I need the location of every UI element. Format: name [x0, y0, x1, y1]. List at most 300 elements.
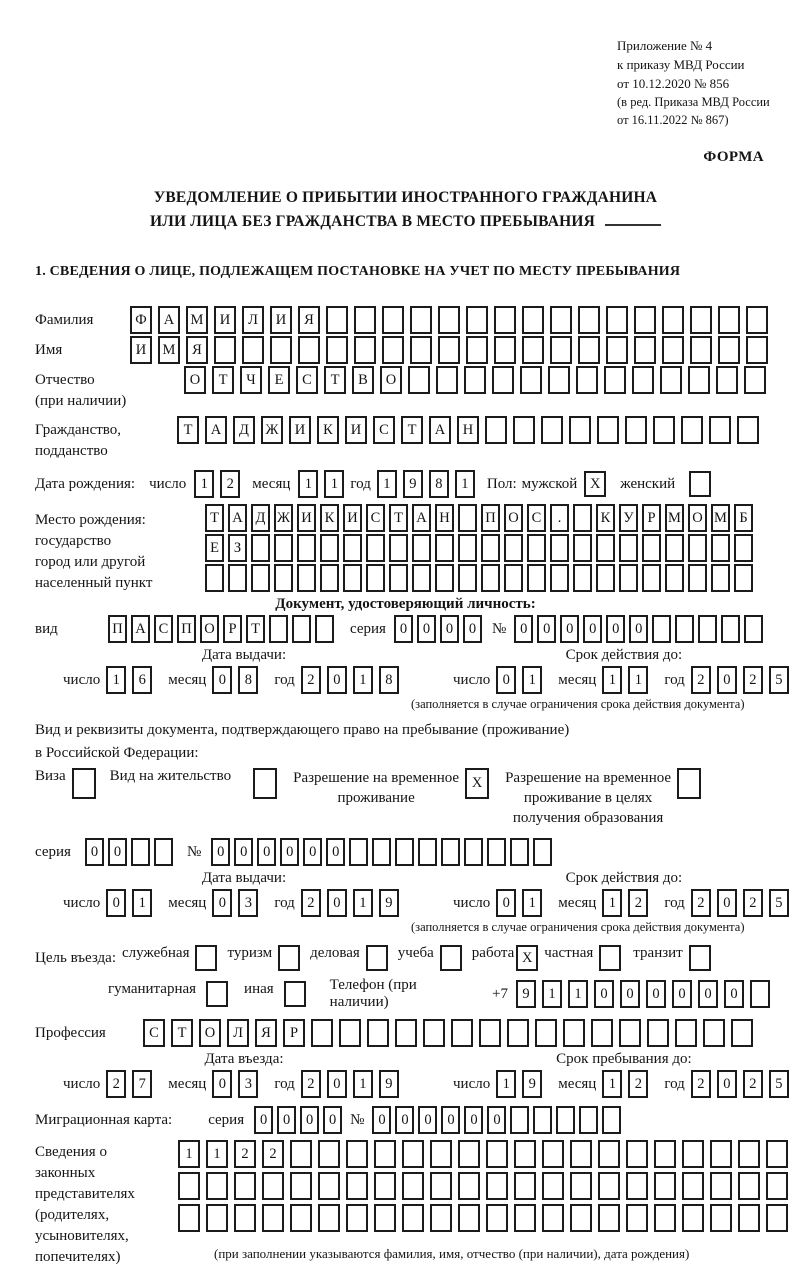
form-cell[interactable]: 1 — [602, 889, 622, 917]
form-cell[interactable]: А — [429, 416, 451, 444]
form-cell[interactable] — [395, 1019, 417, 1047]
form-cell[interactable]: 0 — [717, 889, 737, 917]
form-cell[interactable] — [349, 838, 368, 866]
form-cell[interactable] — [662, 336, 684, 364]
form-cell[interactable] — [412, 564, 431, 592]
form-cell[interactable]: 1 — [353, 1070, 373, 1098]
form-cell[interactable]: 1 — [496, 1070, 516, 1098]
form-cell[interactable] — [746, 306, 768, 334]
form-cell[interactable]: В — [352, 366, 374, 394]
purpose-delovaya-checkbox[interactable] — [366, 945, 388, 971]
form-cell[interactable] — [606, 306, 628, 334]
form-cell[interactable] — [619, 1019, 641, 1047]
form-cell[interactable] — [541, 416, 563, 444]
form-cell[interactable] — [654, 1140, 676, 1168]
form-cell[interactable] — [703, 1019, 725, 1047]
form-cell[interactable]: 2 — [691, 1070, 711, 1098]
form-cell[interactable]: 1 — [522, 889, 542, 917]
residence-number-cells[interactable] — [211, 838, 556, 866]
form-cell[interactable]: 5 — [769, 666, 789, 694]
legal-cells-row3[interactable] — [178, 1204, 794, 1232]
form-cell[interactable] — [206, 981, 228, 1007]
form-cell[interactable] — [682, 1140, 704, 1168]
identity-doc-number-cells[interactable] — [514, 615, 767, 643]
form-cell[interactable]: М — [711, 504, 730, 532]
form-cell[interactable]: 0 — [537, 615, 556, 643]
form-cell[interactable] — [458, 534, 477, 562]
form-cell[interactable] — [485, 416, 507, 444]
form-cell[interactable]: Н — [457, 416, 479, 444]
form-cell[interactable] — [402, 1204, 424, 1232]
form-cell[interactable] — [634, 306, 656, 334]
form-cell[interactable]: 1 — [455, 470, 475, 498]
form-cell[interactable] — [738, 1172, 760, 1200]
form-cell[interactable] — [408, 366, 430, 394]
form-cell[interactable]: У — [619, 504, 638, 532]
form-cell[interactable] — [604, 366, 626, 394]
form-cell[interactable]: М — [665, 504, 684, 532]
form-cell[interactable]: И — [297, 504, 316, 532]
form-cell[interactable]: 0 — [514, 615, 533, 643]
form-cell[interactable] — [634, 336, 656, 364]
form-cell[interactable] — [504, 564, 523, 592]
form-cell[interactable] — [734, 564, 753, 592]
form-cell[interactable]: 0 — [560, 615, 579, 643]
form-cell[interactable]: 6 — [132, 666, 152, 694]
form-cell[interactable] — [642, 534, 661, 562]
form-cell[interactable]: Р — [642, 504, 661, 532]
form-cell[interactable]: 1 — [106, 666, 126, 694]
form-cell[interactable] — [464, 838, 483, 866]
form-cell[interactable] — [542, 1204, 564, 1232]
form-cell[interactable] — [481, 564, 500, 592]
form-cell[interactable] — [626, 1140, 648, 1168]
form-cell[interactable]: Ж — [274, 504, 293, 532]
form-cell[interactable] — [744, 366, 766, 394]
form-cell[interactable] — [372, 838, 391, 866]
form-cell[interactable] — [278, 945, 300, 971]
form-cell[interactable] — [533, 1106, 552, 1134]
form-cell[interactable] — [647, 1019, 669, 1047]
form-cell[interactable]: 0 — [394, 615, 413, 643]
birthdate-day-cells[interactable] — [194, 470, 246, 498]
form-cell[interactable]: Я — [255, 1019, 277, 1047]
form-cell[interactable]: 0 — [418, 1106, 437, 1134]
form-cell[interactable]: 1 — [353, 666, 373, 694]
form-cell[interactable] — [318, 1204, 340, 1232]
form-cell[interactable] — [654, 1172, 676, 1200]
form-cell[interactable]: Т — [389, 504, 408, 532]
form-cell[interactable]: 0 — [106, 889, 126, 917]
form-cell[interactable] — [550, 534, 569, 562]
issue-day-cells[interactable] — [106, 666, 158, 694]
form-cell[interactable]: 0 — [323, 1106, 342, 1134]
profession-cells[interactable] — [143, 1019, 759, 1047]
form-cell[interactable] — [435, 534, 454, 562]
form-cell[interactable] — [710, 1172, 732, 1200]
form-cell[interactable]: 2 — [743, 666, 763, 694]
form-cell[interactable] — [710, 1204, 732, 1232]
form-cell[interactable] — [632, 366, 654, 394]
form-cell[interactable] — [653, 416, 675, 444]
form-cell[interactable]: 9 — [403, 470, 423, 498]
form-cell[interactable] — [458, 1204, 480, 1232]
sex-male-checkbox[interactable] — [584, 471, 606, 497]
form-cell[interactable] — [690, 306, 712, 334]
form-cell[interactable] — [178, 1204, 200, 1232]
form-cell[interactable]: О — [200, 615, 219, 643]
form-cell[interactable] — [570, 1172, 592, 1200]
form-cell[interactable] — [326, 306, 348, 334]
birthdate-year-cells[interactable] — [377, 470, 481, 498]
form-cell[interactable]: 1 — [194, 470, 214, 498]
purpose-tranzit-checkbox[interactable] — [689, 945, 711, 971]
form-cell[interactable]: 0 — [372, 1106, 391, 1134]
form-cell[interactable]: 2 — [691, 889, 711, 917]
form-cell[interactable]: О — [199, 1019, 221, 1047]
form-cell[interactable]: Е — [205, 534, 224, 562]
form-cell[interactable]: Д — [251, 504, 270, 532]
form-cell[interactable] — [430, 1172, 452, 1200]
form-cell[interactable]: Т — [246, 615, 265, 643]
form-cell[interactable]: X — [465, 768, 489, 799]
form-cell[interactable] — [367, 1019, 389, 1047]
form-cell[interactable] — [366, 945, 388, 971]
entry-year-cells[interactable] — [301, 1070, 405, 1098]
form-cell[interactable]: И — [343, 504, 362, 532]
form-cell[interactable]: 2 — [628, 889, 648, 917]
form-cell[interactable]: 1 — [568, 980, 588, 1008]
form-cell[interactable]: Т — [171, 1019, 193, 1047]
form-cell[interactable]: 0 — [417, 615, 436, 643]
form-cell[interactable] — [682, 1172, 704, 1200]
migration-series-cells[interactable] — [254, 1106, 346, 1134]
form-cell[interactable]: 5 — [769, 1070, 789, 1098]
form-cell[interactable] — [698, 615, 717, 643]
form-cell[interactable] — [492, 366, 514, 394]
form-cell[interactable]: Т — [205, 504, 224, 532]
form-cell[interactable]: 0 — [327, 889, 347, 917]
form-cell[interactable]: О — [184, 366, 206, 394]
form-cell[interactable] — [626, 1204, 648, 1232]
form-cell[interactable] — [311, 1019, 333, 1047]
form-cell[interactable] — [542, 1140, 564, 1168]
form-cell[interactable] — [710, 1140, 732, 1168]
form-cell[interactable] — [711, 564, 730, 592]
form-cell[interactable] — [214, 336, 236, 364]
form-cell[interactable] — [479, 1019, 501, 1047]
form-cell[interactable] — [513, 416, 535, 444]
form-cell[interactable] — [72, 768, 96, 799]
form-cell[interactable]: 0 — [280, 838, 299, 866]
form-cell[interactable]: 8 — [429, 470, 449, 498]
form-cell[interactable]: 1 — [522, 666, 542, 694]
residence-series-cells[interactable] — [85, 838, 177, 866]
form-cell[interactable] — [514, 1140, 536, 1168]
form-cell[interactable] — [573, 564, 592, 592]
form-cell[interactable] — [591, 1019, 613, 1047]
form-cell[interactable]: 2 — [301, 1070, 321, 1098]
form-cell[interactable]: 0 — [212, 889, 232, 917]
form-cell[interactable] — [598, 1172, 620, 1200]
residence-issue-day-cells[interactable] — [106, 889, 158, 917]
form-cell[interactable] — [626, 1172, 648, 1200]
form-cell[interactable] — [430, 1140, 452, 1168]
form-cell[interactable] — [514, 1172, 536, 1200]
form-cell[interactable]: Е — [268, 366, 290, 394]
form-cell[interactable] — [746, 336, 768, 364]
form-cell[interactable] — [466, 336, 488, 364]
form-cell[interactable] — [662, 306, 684, 334]
form-cell[interactable] — [262, 1172, 284, 1200]
form-cell[interactable]: Ч — [240, 366, 262, 394]
form-cell[interactable]: И — [270, 306, 292, 334]
form-cell[interactable] — [253, 768, 277, 799]
form-cell[interactable]: X — [516, 945, 538, 971]
form-cell[interactable] — [510, 1106, 529, 1134]
form-cell[interactable]: 2 — [301, 889, 321, 917]
form-cell[interactable] — [570, 1140, 592, 1168]
form-cell[interactable] — [550, 336, 572, 364]
purpose-inaya-checkbox[interactable] — [284, 981, 306, 1007]
form-cell[interactable]: О — [380, 366, 402, 394]
form-cell[interactable]: Т — [177, 416, 199, 444]
form-cell[interactable] — [262, 1204, 284, 1232]
form-cell[interactable] — [654, 1204, 676, 1232]
form-cell[interactable]: 0 — [717, 666, 737, 694]
purpose-gumanitarnaya-checkbox[interactable] — [206, 981, 228, 1007]
form-cell[interactable]: О — [688, 504, 707, 532]
form-cell[interactable] — [675, 615, 694, 643]
form-cell[interactable] — [412, 534, 431, 562]
form-cell[interactable] — [514, 1204, 536, 1232]
firstname-cells[interactable] — [130, 336, 774, 364]
form-cell[interactable] — [178, 1172, 200, 1200]
patronymic-cells[interactable] — [184, 366, 772, 394]
form-cell[interactable]: К — [320, 504, 339, 532]
form-cell[interactable] — [766, 1140, 788, 1168]
form-cell[interactable] — [677, 768, 701, 799]
form-cell[interactable] — [598, 1140, 620, 1168]
purpose-sluzhebnaya-checkbox[interactable] — [195, 945, 217, 971]
entry-month-cells[interactable] — [212, 1070, 264, 1098]
form-cell[interactable] — [578, 336, 600, 364]
form-cell[interactable]: 0 — [277, 1106, 296, 1134]
residence-expiry-year-cells[interactable] — [691, 889, 795, 917]
form-cell[interactable] — [436, 366, 458, 394]
form-cell[interactable]: И — [130, 336, 152, 364]
form-cell[interactable]: 1 — [132, 889, 152, 917]
form-cell[interactable]: К — [596, 504, 615, 532]
form-cell[interactable]: Л — [227, 1019, 249, 1047]
form-cell[interactable]: 0 — [327, 666, 347, 694]
stay-day-cells[interactable] — [496, 1070, 548, 1098]
form-cell[interactable] — [690, 336, 712, 364]
form-cell[interactable] — [766, 1172, 788, 1200]
phone-cells[interactable] — [516, 980, 776, 1008]
form-cell[interactable]: 0 — [487, 1106, 506, 1134]
form-cell[interactable] — [507, 1019, 529, 1047]
form-cell[interactable] — [354, 336, 376, 364]
form-cell[interactable] — [435, 564, 454, 592]
form-cell[interactable]: Р — [223, 615, 242, 643]
form-cell[interactable]: 0 — [254, 1106, 273, 1134]
form-cell[interactable] — [269, 615, 288, 643]
form-cell[interactable] — [242, 336, 264, 364]
form-cell[interactable]: И — [289, 416, 311, 444]
form-cell[interactable]: 0 — [300, 1106, 319, 1134]
stay-month-cells[interactable] — [602, 1070, 654, 1098]
form-cell[interactable]: 0 — [85, 838, 104, 866]
form-cell[interactable]: 1 — [298, 470, 318, 498]
form-cell[interactable]: С — [527, 504, 546, 532]
form-cell[interactable] — [681, 416, 703, 444]
form-cell[interactable] — [374, 1172, 396, 1200]
form-cell[interactable] — [602, 1106, 621, 1134]
form-cell[interactable] — [711, 534, 730, 562]
birthplace-cells-row1[interactable] — [205, 504, 757, 532]
form-cell[interactable] — [689, 945, 711, 971]
migration-number-cells[interactable] — [372, 1106, 625, 1134]
form-cell[interactable]: 0 — [395, 1106, 414, 1134]
form-cell[interactable]: 2 — [301, 666, 321, 694]
form-cell[interactable] — [619, 564, 638, 592]
expiry-day-cells[interactable] — [496, 666, 548, 694]
form-cell[interactable] — [346, 1140, 368, 1168]
form-cell[interactable] — [738, 1140, 760, 1168]
form-cell[interactable] — [326, 336, 348, 364]
form-cell[interactable] — [709, 416, 731, 444]
form-cell[interactable] — [665, 534, 684, 562]
form-cell[interactable] — [389, 534, 408, 562]
form-cell[interactable] — [274, 534, 293, 562]
form-cell[interactable] — [297, 564, 316, 592]
residence-expiry-day-cells[interactable] — [496, 889, 548, 917]
form-cell[interactable]: Т — [401, 416, 423, 444]
form-cell[interactable] — [570, 1204, 592, 1232]
form-cell[interactable]: 2 — [262, 1140, 284, 1168]
form-cell[interactable] — [298, 336, 320, 364]
form-cell[interactable]: Н — [435, 504, 454, 532]
residence-permit-checkbox[interactable] — [253, 768, 277, 799]
form-cell[interactable] — [573, 504, 592, 532]
form-cell[interactable] — [766, 1204, 788, 1232]
form-cell[interactable]: 1 — [206, 1140, 228, 1168]
form-cell[interactable] — [382, 306, 404, 334]
form-cell[interactable] — [395, 838, 414, 866]
form-cell[interactable] — [234, 1172, 256, 1200]
form-cell[interactable]: С — [154, 615, 173, 643]
form-cell[interactable]: 1 — [542, 980, 562, 1008]
form-cell[interactable]: М — [158, 336, 180, 364]
form-cell[interactable] — [573, 534, 592, 562]
form-cell[interactable]: Я — [298, 306, 320, 334]
form-cell[interactable]: 9 — [516, 980, 536, 1008]
form-cell[interactable] — [596, 564, 615, 592]
form-cell[interactable] — [410, 336, 432, 364]
form-cell[interactable]: 0 — [594, 980, 614, 1008]
form-cell[interactable] — [718, 336, 740, 364]
form-cell[interactable] — [346, 1172, 368, 1200]
form-cell[interactable] — [494, 336, 516, 364]
form-cell[interactable] — [343, 564, 362, 592]
form-cell[interactable] — [606, 336, 628, 364]
form-cell[interactable] — [374, 1140, 396, 1168]
form-cell[interactable] — [738, 1204, 760, 1232]
form-cell[interactable]: 0 — [326, 838, 345, 866]
form-cell[interactable] — [451, 1019, 473, 1047]
form-cell[interactable] — [569, 416, 591, 444]
form-cell[interactable] — [315, 615, 334, 643]
form-cell[interactable] — [486, 1140, 508, 1168]
form-cell[interactable] — [366, 534, 385, 562]
form-cell[interactable]: Ж — [261, 416, 283, 444]
form-cell[interactable] — [270, 336, 292, 364]
form-cell[interactable]: 0 — [327, 1070, 347, 1098]
form-cell[interactable]: Ф — [130, 306, 152, 334]
visa-checkbox[interactable] — [72, 768, 96, 799]
form-cell[interactable] — [430, 1204, 452, 1232]
form-cell[interactable] — [154, 838, 173, 866]
form-cell[interactable] — [458, 1140, 480, 1168]
form-cell[interactable]: А — [412, 504, 431, 532]
form-cell[interactable] — [458, 1172, 480, 1200]
form-cell[interactable] — [675, 1019, 697, 1047]
form-cell[interactable] — [466, 306, 488, 334]
form-cell[interactable]: 1 — [178, 1140, 200, 1168]
form-cell[interactable]: 0 — [620, 980, 640, 1008]
form-cell[interactable]: 0 — [212, 1070, 232, 1098]
form-cell[interactable] — [744, 615, 763, 643]
birthplace-cells-row2[interactable] — [205, 534, 757, 562]
form-cell[interactable] — [195, 945, 217, 971]
form-cell[interactable]: З — [228, 534, 247, 562]
form-cell[interactable]: С — [296, 366, 318, 394]
form-cell[interactable] — [660, 366, 682, 394]
form-cell[interactable]: П — [177, 615, 196, 643]
form-cell[interactable]: 3 — [238, 889, 258, 917]
form-cell[interactable]: 3 — [238, 1070, 258, 1098]
form-cell[interactable]: 0 — [672, 980, 692, 1008]
form-cell[interactable] — [346, 1204, 368, 1232]
form-cell[interactable]: 0 — [211, 838, 230, 866]
form-cell[interactable] — [576, 366, 598, 394]
form-cell[interactable] — [504, 534, 523, 562]
form-cell[interactable] — [688, 366, 710, 394]
form-cell[interactable]: 8 — [238, 666, 258, 694]
identity-doc-type-cells[interactable] — [108, 615, 338, 643]
form-cell[interactable]: И — [345, 416, 367, 444]
form-cell[interactable]: . — [550, 504, 569, 532]
form-cell[interactable] — [527, 534, 546, 562]
form-cell[interactable] — [251, 564, 270, 592]
form-cell[interactable] — [688, 564, 707, 592]
form-cell[interactable] — [318, 1172, 340, 1200]
form-cell[interactable] — [284, 981, 306, 1007]
form-cell[interactable]: О — [504, 504, 523, 532]
form-cell[interactable] — [718, 306, 740, 334]
sex-female-checkbox[interactable] — [689, 471, 711, 497]
identity-doc-series-cells[interactable] — [394, 615, 486, 643]
form-cell[interactable]: 5 — [769, 889, 789, 917]
form-cell[interactable]: С — [366, 504, 385, 532]
form-cell[interactable] — [418, 838, 437, 866]
form-cell[interactable] — [251, 534, 270, 562]
form-cell[interactable] — [625, 416, 647, 444]
form-cell[interactable]: 1 — [353, 889, 373, 917]
form-cell[interactable] — [533, 838, 552, 866]
form-cell[interactable] — [579, 1106, 598, 1134]
